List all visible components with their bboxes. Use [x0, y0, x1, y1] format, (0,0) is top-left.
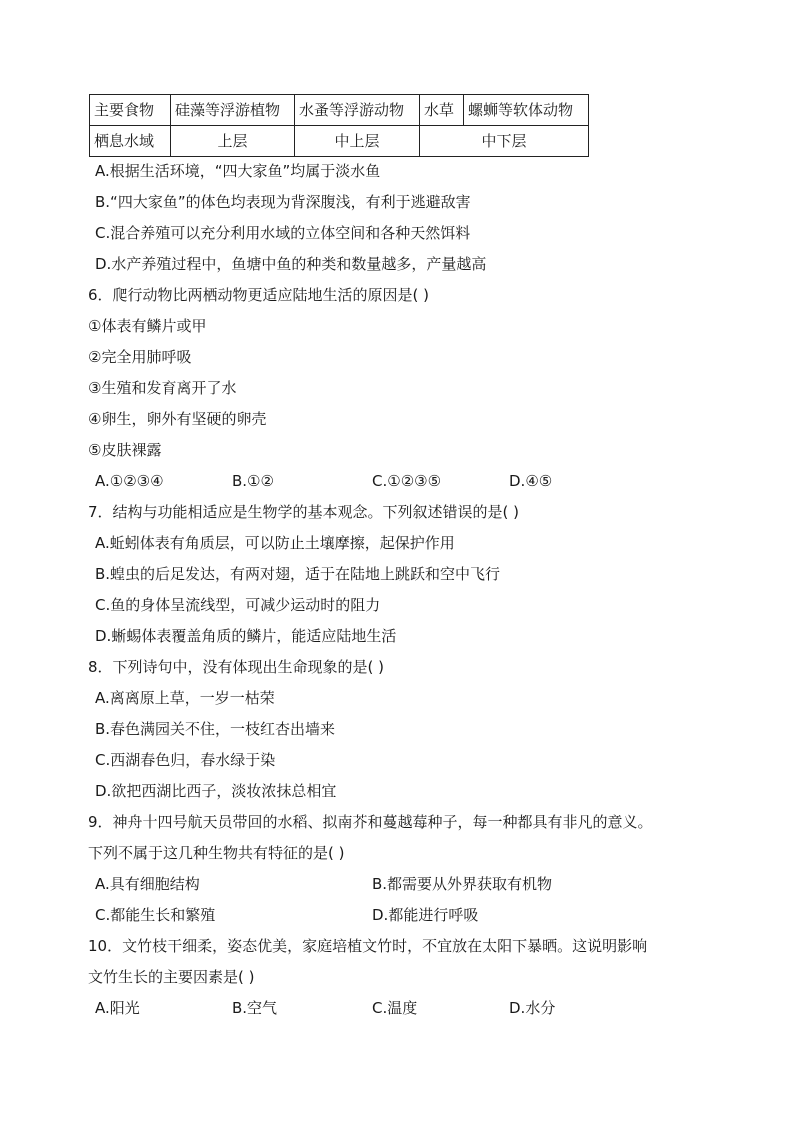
q5-option-a: A.根据生活环境，“四大家鱼”均属于淡水鱼	[95, 162, 381, 180]
q6-item: ④卵生，卵外有坚硬的卵壳	[88, 410, 267, 428]
q5-option-b: B.“四大家鱼”的体色均表现为背深腹浅，有利于逃避敌害	[95, 193, 471, 211]
q8-option-a: A.离离原上草，一岁一枯荣	[95, 689, 275, 707]
q7-option-a: A.蚯蚓体表有角质层，可以防止土壤摩擦，起保护作用	[95, 534, 455, 552]
q9-stem: 9．神舟十四号航天员带回的水稻、拟南芥和蔓越莓种子，每一种都具有非凡的意义。	[88, 813, 653, 831]
q6-stem: 6．爬行动物比两栖动物更适应陆地生活的原因是( )	[88, 286, 430, 304]
q9-stem-cont: 下列不属于这几种生物共有特征的是( )	[88, 844, 345, 862]
q8-stem: 8．下列诗句中，没有体现出生命现象的是( )	[88, 658, 385, 676]
q7-option-d: D.蜥蜴体表覆盖角质的鳞片，能适应陆地生活	[95, 627, 397, 645]
q5-option-c: C.混合养殖可以充分利用水域的立体空间和各种天然饵料	[95, 224, 471, 242]
fish-habitat-table	[89, 94, 589, 157]
table-cell: 螺蛳等软体动物	[464, 95, 589, 126]
q6-option-b: B.①②	[232, 472, 274, 490]
q6-item: ③生殖和发育离开了水	[88, 379, 237, 397]
table-cell: 硅藻等浮游植物	[171, 95, 295, 126]
q10-option-b: B.空气	[232, 999, 278, 1017]
q6-item: ②完全用肺呼吸	[88, 348, 192, 366]
q10-stem-cont: 文竹生长的主要因素是( )	[88, 968, 255, 986]
q10-options	[95, 993, 735, 1024]
q7-option-c: C.鱼的身体呈流线型，可减少运动时的阻力	[95, 596, 381, 614]
q9-option-a: A.具有细胞结构	[95, 875, 200, 893]
q10-option-d: D.水分	[509, 999, 556, 1017]
table-row	[90, 126, 589, 157]
q8-option-b: B.春色满园关不住，一枝红杏出墙来	[95, 720, 336, 738]
q10-option-c: C.温度	[372, 999, 418, 1017]
q8-option-c: C.西湖春色归，春水绿于染	[95, 751, 276, 769]
q6-item: ①体表有鳞片或甲	[88, 317, 207, 335]
q9-option-c: C.都能生长和繁殖	[95, 906, 216, 924]
q7-stem: 7．结构与功能相适应是生物学的基本观念。下列叙述错误的是( )	[88, 503, 520, 521]
table-cell: 中上层	[295, 126, 420, 157]
q6-option-d: D.④⑤	[509, 472, 553, 490]
q6-options	[95, 466, 735, 497]
q6-item: ⑤皮肤裸露	[88, 441, 162, 459]
q10-option-a: A.阳光	[95, 999, 140, 1017]
q9-option-d: D.都能进行呼吸	[372, 906, 479, 924]
q5-option-d: D.水产养殖过程中，鱼塘中鱼的种类和数量越多，产量越高	[95, 255, 487, 273]
table-cell: 水草	[420, 95, 464, 126]
table-cell: 中下层	[420, 126, 589, 157]
q9-options-row1	[95, 869, 735, 900]
table-cell: 上层	[171, 126, 295, 157]
q9-options-row2	[95, 900, 735, 931]
q9-option-b: B.都需要从外界获取有机物	[372, 875, 553, 893]
table-row	[90, 95, 589, 126]
q7-option-b: B.蝗虫的后足发达，有两对翅，适于在陆地上跳跃和空中飞行	[95, 565, 501, 583]
table-cell: 水蚤等浮游动物	[295, 95, 420, 126]
q6-option-a: A.①②③④	[95, 472, 164, 490]
table-cell: 主要食物	[90, 95, 171, 126]
question-text	[88, 156, 735, 1024]
q8-option-d: D.欲把西湖比西子，淡妆浓抹总相宜	[95, 782, 337, 800]
q6-option-c: C.①②③⑤	[372, 472, 442, 490]
table-cell: 栖息水域	[90, 126, 171, 157]
q10-stem: 10．文竹枝干细柔，姿态优美，家庭培植文竹时，不宜放在太阳下暴晒。这说明影响	[88, 937, 648, 955]
